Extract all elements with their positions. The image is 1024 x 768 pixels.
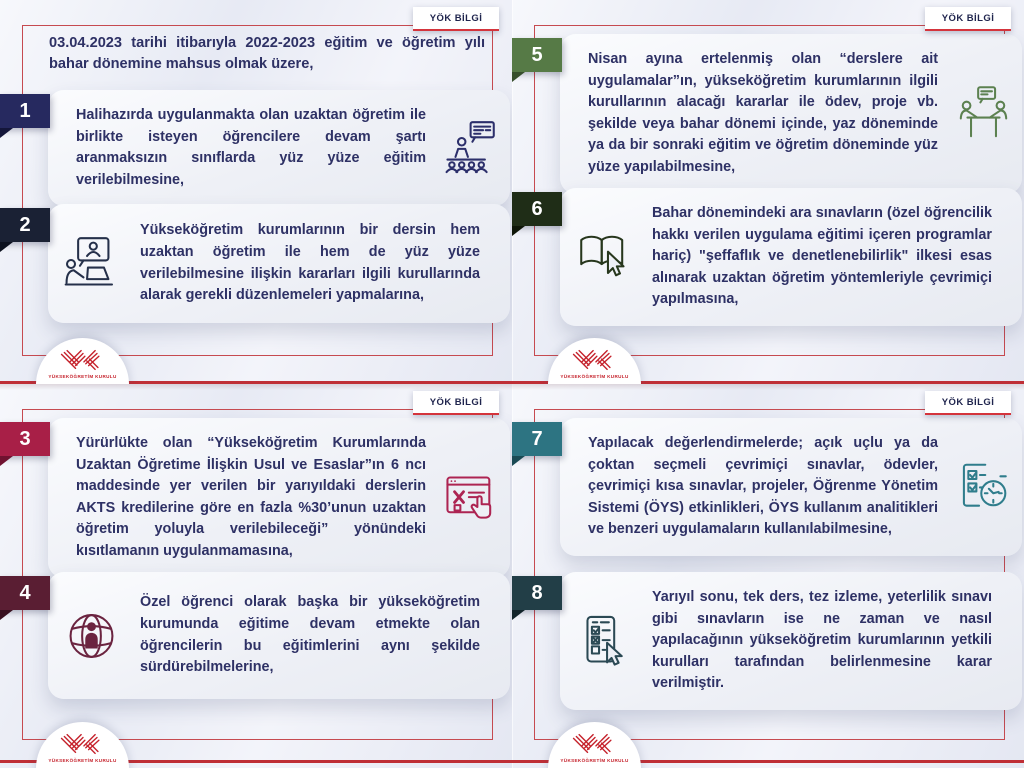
card-number: 8 <box>531 581 543 604</box>
video-call-icon <box>63 235 120 292</box>
ribbon-fold <box>0 128 13 138</box>
yok-logo-text: YÜKSEKÖĞRETİM KURULU <box>560 374 629 379</box>
card-number-badge <box>0 208 50 242</box>
panel-top-left <box>0 0 512 384</box>
card-text: Yükseköğretim kurumlarının bir dersin hem uzaktan öğretim ile hem de yüz yüze verilebilmesine ilişkin kararları ilgili kurullarında alarak gerekli düzenlemeleri yapmalarına, <box>140 222 480 304</box>
book-cursor-icon <box>575 229 632 286</box>
yok-bilgi-label: YÖK BİLGİ <box>941 12 995 24</box>
yok-logo <box>567 731 623 757</box>
globe-person-icon <box>63 607 120 664</box>
yok-logo-text: YÜKSEKÖĞRETİM KURULU <box>48 374 117 379</box>
card-text: Yapılacak değerlendirmelerde; açık uçlu ya da çoktan seçmeli çevrimiçi sınavlar, ödevler, çevrimiçi kısa sınavlar, projeler, Öğrenme Yönetim Sistemi (ÖYS) etkinlikleri, ÖYS kullanım analitikleri ve benzeri uygulamaların kullanılabilmesine, <box>588 435 938 538</box>
ribbon-fold <box>512 610 525 620</box>
card-number-badge <box>512 576 562 610</box>
card-number: 6 <box>531 197 543 220</box>
meeting-handshake-icon <box>955 85 1012 142</box>
card-text: Nisan ayına ertelenmiş olan “derslere ait uygulamalar”ın, yükseköğretim kurumlarının ilgili kurullarının alacağı kararlar ile ödev, proje vb. şekilde veya bahar dönemi içinde, yaz döneminde ya da bir sonraki eğitim ve öğretim döneminde yüz yüze yapılabilmesine, <box>588 51 938 176</box>
yok-logo <box>55 347 111 373</box>
panel-top-right <box>512 0 1024 384</box>
yok-bilgi-badge <box>413 7 499 31</box>
yok-logo-text: YÜKSEKÖĞRETİM KURULU <box>560 758 629 763</box>
card-text: Halihazırda uygulanmakta olan uzaktan öğretim ile birlikte isteyen öğrencilere devam şartı aranmaksızın sınıflarda yüz yüze eğitim verilebilmesine, <box>76 107 426 188</box>
yok-bilgi-badge <box>925 7 1011 31</box>
yok-bilgi-label: YÖK BİLGİ <box>941 396 995 408</box>
yok-logo <box>55 731 111 757</box>
yok-bilgi-badge <box>413 391 499 415</box>
card-number-badge <box>0 422 50 456</box>
decision-card-3 <box>19 418 510 578</box>
checklist-clock-icon <box>955 459 1012 516</box>
yok-logo-text: YÜKSEKÖĞRETİM KURULU <box>48 758 117 763</box>
card-text: Bahar dönemindeki ara sınavların (özel öğrencilik hakkı verilen uygulama eğitimi içeren programlar hariç) "şeffaflık ve denetlenebilirlik" ilkesi esas alınarak uzaktan öğretim yöntemleriyle çevrimiçi yapılmasına, <box>652 205 992 308</box>
yok-logo <box>567 347 623 373</box>
ribbon-fold <box>0 610 13 620</box>
card-number-badge <box>512 422 562 456</box>
intro-text: 03.04.2023 tarihi itibarıyla 2022-2023 eğitim ve öğretim yılı bahar dönemine mahsus olmak üzere, <box>49 35 485 73</box>
lecture-audience-icon <box>443 120 500 177</box>
decision-card-2 <box>19 204 510 323</box>
ribbon-fold <box>512 72 525 82</box>
ribbon-fold <box>0 456 13 466</box>
card-number: 3 <box>19 427 31 450</box>
card-number: 1 <box>19 99 31 122</box>
panel-bottom-right <box>512 384 1024 768</box>
card-text: Yarıyıl sonu, tek ders, tez izleme, yeterlilik sınavı gibi sınavların ise ne zaman ve nasıl yapılacağının yükseköğretim kurumlarının yetkili kurulları tarafından belirlenmesine karar verilmiştir. <box>652 589 992 692</box>
card-number-badge <box>0 576 50 610</box>
card-number-badge <box>0 94 50 128</box>
panel-bottom-left <box>0 384 512 768</box>
yok-bilgi-label: YÖK BİLGİ <box>429 12 483 24</box>
card-number: 4 <box>19 581 31 604</box>
decision-card-8 <box>531 572 1022 710</box>
card-number: 7 <box>531 427 543 450</box>
card-number: 5 <box>531 43 543 66</box>
card-text: Yürürlükte olan “Yükseköğretim Kurumlarında Uzaktan Öğretime İlişkin Usul ve Esaslar”ın 6 ncı maddesinde yer verilen bir yarıyıldaki derslerin AKTS kredilerine göre en fazla %30’unun uzaktan öğretim yoluyla verilebileceği” yönündeki kısıtlamanın uygulanmamasına, <box>76 435 426 560</box>
yok-bilgi-label: YÖK BİLGİ <box>429 396 483 408</box>
decision-card-6 <box>531 188 1022 326</box>
ribbon-fold <box>512 456 525 466</box>
decision-card-7 <box>531 418 1022 556</box>
card-number-badge <box>512 192 562 226</box>
card-number: 2 <box>19 213 31 236</box>
ribbon-fold <box>512 226 525 236</box>
decision-card-4 <box>19 572 510 699</box>
card-text: Özel öğrenci olarak başka bir yükseköğretim kurumunda eğitime devam etmekte olan öğrencilerin bu eğitimlerini aynı şekilde sürdürebilmelerine, <box>140 594 480 676</box>
browser-cancel-icon <box>443 469 500 526</box>
decision-card-1 <box>19 90 510 206</box>
decision-card-5 <box>531 34 1022 194</box>
yok-bilgi-badge <box>925 391 1011 415</box>
ribbon-fold <box>0 242 13 252</box>
card-number-badge <box>512 38 562 72</box>
form-cursor-icon <box>575 613 632 670</box>
